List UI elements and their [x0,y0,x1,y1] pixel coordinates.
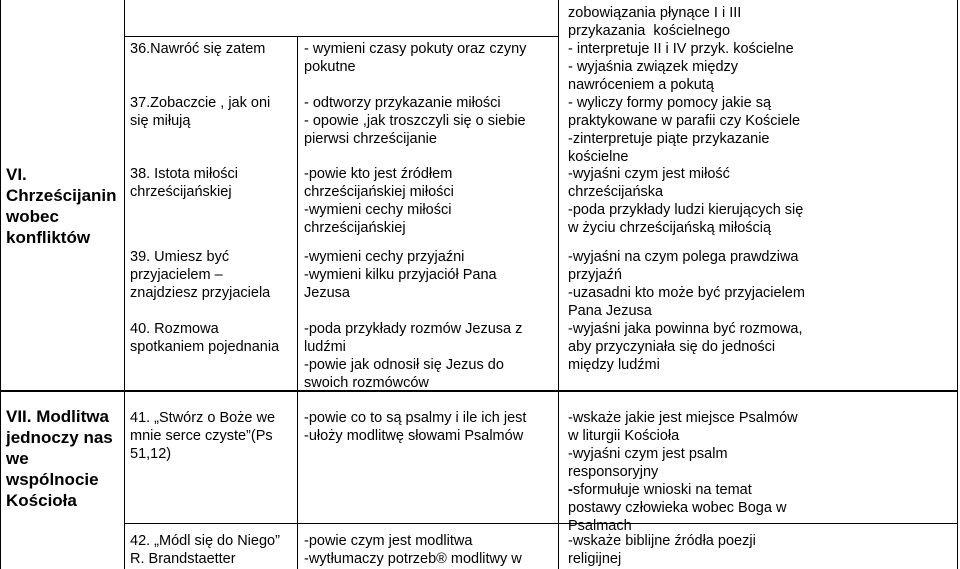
topic-39 [130,248,270,302]
outcome-line: chrześcijańska [568,184,664,200]
topic-line: 39. Umiesz być [130,249,230,265]
outcome-line: -uzasadni kto może być przyjacielem [568,285,805,301]
outcome-line: - wyjaśnia związek między [568,59,739,75]
section-title-line: Chrześcijanin [6,186,117,205]
topic-line: 38. Istota miłości [130,166,238,182]
row-border-36 [124,36,558,37]
topic-line: przyjacielem – [130,267,223,283]
topic-42 [130,532,280,568]
outcome-line: postawy człowieka wobec Boga w [568,500,787,516]
outcomes-39 [568,248,805,320]
content-line: -powie jak odnosił się Jezus do [304,357,504,373]
topic-line: 36.Nawróć się zatem [130,41,266,57]
content-38 [304,165,454,237]
table-border-left [0,0,1,569]
topic-line: mnie serce czyste”(Ps [130,428,273,444]
section-title-line: jednoczy nas [6,428,113,447]
outcome-line: Pana Jezusa [568,303,652,319]
outcomes-42 [568,532,756,568]
topic-37 [130,94,270,130]
outcome-line: -wyjaśni na czym polega prawdziwa [568,249,799,265]
outcomes-37 [568,94,800,166]
outcome-line: responsoryjny [568,464,659,480]
outcome-line: -wskaże jakie jest miejsce Psalmów [568,410,798,426]
content-41 [304,409,526,445]
content-line: -ułoży modlitwę słowami Psalmów [304,428,524,444]
topic-line: 37.Zobaczcie , jak oni [130,95,271,111]
content-line: -wymieni cechy miłości [304,202,452,218]
outcome-line: -wyjaśni jaka powinna być rozmowa, [568,321,803,337]
outcomes-38 [568,165,803,237]
content-line: -powie kto jest źródłem [304,166,453,182]
outcomes-40 [568,320,803,374]
section-title-line: we [6,449,29,468]
section-title-line: Kościoła [6,491,77,510]
content-line: -wytłumaczy potrzeb® modlitwy w [304,551,522,567]
topic-line: 42. „Módl się do Niego” [130,533,280,549]
topic-line: chrześcijańskiej [130,184,232,200]
topic-line: znajdziesz przyjaciela [130,285,271,301]
outcome-line: -wskaże biblijne źródła poezji [568,533,756,549]
outcome-line: przykazania kościelnego [568,23,731,39]
content-line: -wymieni kilku przyjaciół Pana [304,267,497,283]
content-line: -wymieni cechy przyjaźni [304,249,465,265]
topic-line: 51,12) [130,446,172,462]
content-line: chrześcijańskiej miłości [304,184,454,200]
topic-36 [130,40,265,58]
content-36 [304,40,526,76]
outcome-line: między ludźmi [568,357,660,373]
outcomes-41 [568,409,798,535]
topic-41 [130,409,275,463]
table-border-col3 [558,0,559,569]
section-title-line: VI. [6,165,27,184]
outcomes-continued [568,4,794,94]
outcome-line: - interpretuje II i IV przyk. kościelne [568,41,794,57]
content-line: Jezusa [304,285,350,301]
section-title-line: konfliktów [6,228,91,247]
content-line: pierwsi chrześcijanie [304,131,437,147]
outcome-line: zobowiązania płynące I i III [568,5,742,21]
outcome-line: w liturgii Kościoła [568,428,680,444]
content-line: -powie co to są psalmy i ile ich jest [304,410,527,426]
table-border-col2 [297,36,298,569]
bold-letter: - [568,482,573,498]
content-37 [304,94,526,148]
content-40 [304,320,522,392]
table-border-right [957,0,958,569]
outcome-line: kościelne [568,149,629,165]
topic-line: spotkaniem pojednania [130,339,280,355]
outcome-line: w życiu chrześcijańską miłością [568,220,772,236]
topic-38 [130,165,238,201]
topic-40 [130,320,279,356]
content-line: - opowie ,jak troszczyli się o siebie [304,113,526,129]
content-line: chrześcijańskiej [304,220,406,236]
outcome-line: Psalmach [568,518,632,534]
outcome-line: aby przyczyniała się do jedności [568,339,776,355]
content-line: - odtworzy przykazanie miłości [304,95,501,111]
topic-line: R. Brandstaetter [130,551,236,567]
outcome-line: praktykowane w parafii czy Kościele [568,113,801,129]
section-title-line: VII. Modlitwa [6,407,109,426]
outcome-line: -wyjaśni czym jest miłość [568,166,730,182]
content-line: swoich rozmówców [304,375,429,391]
content-42 [304,532,522,568]
section-title-vi [6,164,122,248]
outcome-line: nawróceniem a pokutą [568,77,714,93]
outcome-line: - wyliczy formy pomocy jakie są [568,95,772,111]
content-line: - wymieni czasy pokuty oraz czyny [304,41,527,57]
content-line: -poda przykłady rozmów Jezusa z [304,321,523,337]
outcome-line: -wyjaśni czym jest psalm [568,446,728,462]
outcome-line: -poda przykłady ludzi kierujących się [568,202,804,218]
content-line: -powie czym jest modlitwa [304,533,473,549]
outcome-line: -zinterpretuje piąte przykazanie [568,131,770,147]
section-title-line: wobec [6,207,59,226]
content-line: pokutne [304,59,356,75]
section-title-vii [6,406,122,511]
row-border-42 [124,523,958,524]
table-border-col1 [124,0,125,569]
topic-line: się miłują [130,113,191,129]
outcome-line: religijnej [568,551,622,567]
content-line: ludźmi [304,339,346,355]
topic-line: 40. Rozmowa [130,321,219,337]
section-title-line: wspólnocie [6,470,99,489]
outcome-line: przyjaźń [568,267,622,283]
content-39 [304,248,497,302]
outcome-line: -sformułuje wnioski na temat [568,482,752,498]
topic-line: 41. „Stwórz o Boże we [130,410,276,426]
